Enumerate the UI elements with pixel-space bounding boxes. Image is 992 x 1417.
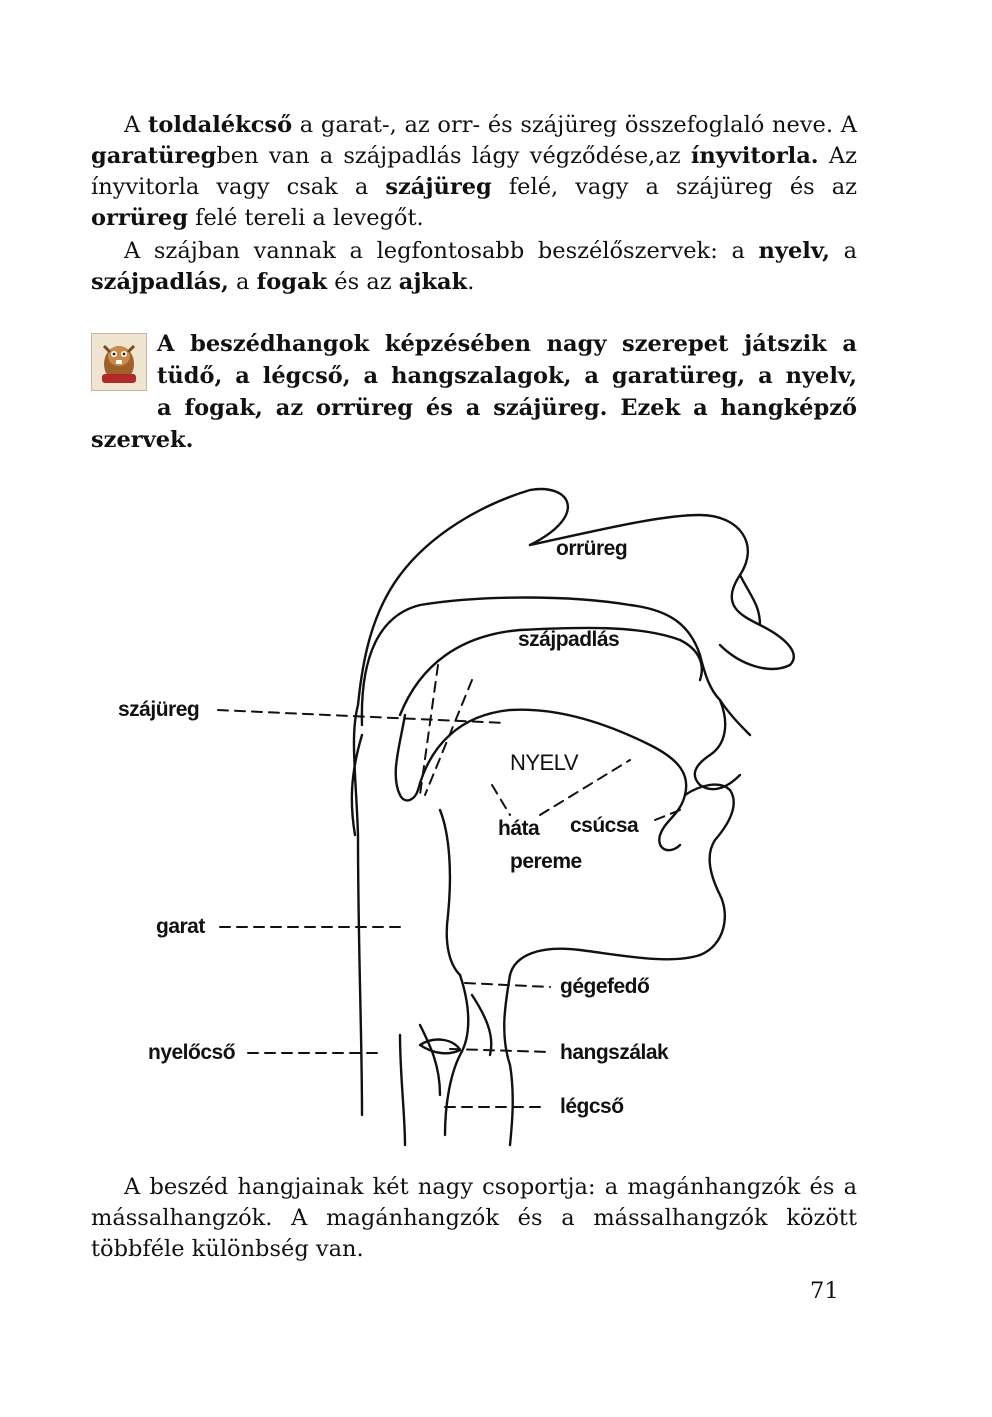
key-statement-line-2: tüdő, a légcső, a hangszalagok, a garatüreg, a nyelv,	[157, 363, 857, 389]
speech-organs-diagram	[100, 475, 840, 1155]
label-hangszalak: hangszálak	[560, 1041, 669, 1064]
key-statement-line-4: szervek.	[91, 427, 194, 453]
label-gegefedo: gégefedő	[560, 975, 650, 998]
label-nyelocso: nyelőcső	[148, 1041, 236, 1064]
label-pereme: pereme	[510, 850, 582, 873]
key-statement-line-3: a fogak, az orrüreg és a szájüreg. Ezek a hangképző	[157, 395, 857, 421]
label-nyelv: NYELV	[510, 750, 579, 775]
key-statement-line-1: A beszédhangok képzésében nagy szerepet játszik a	[157, 331, 857, 357]
label-garat: garat	[156, 915, 205, 938]
label-szajureg: szájüreg	[118, 698, 200, 721]
label-legcso: légcső	[560, 1095, 624, 1118]
key-statement	[91, 328, 857, 456]
label-orrureg: orrüreg	[556, 537, 628, 560]
label-csucsa: csúcsa	[570, 814, 639, 837]
label-hata: háta	[498, 817, 540, 840]
label-szajpadlas: szájpadlás	[518, 628, 620, 651]
page-number: 71	[810, 1278, 839, 1304]
paragraph-toldalekcso: A toldalékcső a garat-, az orr- és szájüreg összefoglaló neve. A garatüregben van a szájpadlás lágy végződése,az ínyvitorla. Az ínyvitorla vagy csak a szájüreg felé, vagy a szájüreg és az orrüreg felé tereli a levegőt.	[91, 112, 858, 231]
paragraph-hangcsoportok: A beszéd hangjainak két nagy csoportja: a magánhangzók és a mássalhangzók. A magánhangzók és a mássalhangzók között többféle különbség van.	[91, 1174, 857, 1262]
paragraph-beszeloszervek: A szájban vannak a legfontosabb beszélőszervek: a nyelv, a szájpadlás, a fogak és az ajkak.	[91, 238, 857, 295]
